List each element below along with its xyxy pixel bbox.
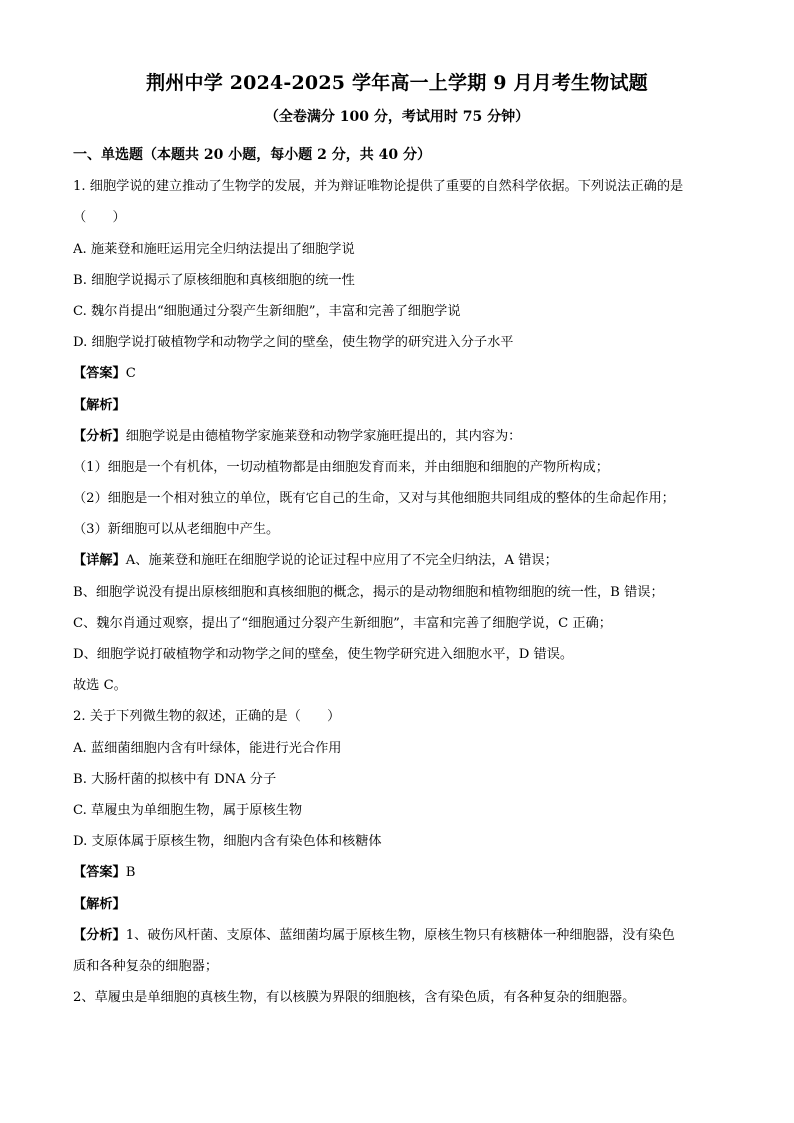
analysis-line — [73, 608, 733, 639]
option-d: D. 支原体属于原核生物，细胞内含有染色体和核糖体 — [73, 834, 382, 850]
analysis-text: 细胞学说是由德植物学家施莱登和动物学家施旺提出的，其内容为： — [125, 428, 522, 444]
analysis-line — [73, 577, 733, 608]
analysis-subtag: 【分析】 — [73, 927, 126, 943]
analysis-line — [73, 670, 733, 701]
analysis-text: （1）细胞是一个有机体，一切动植物都是由细胞发育而来，并由细胞和细胞的产物所构成； — [73, 459, 609, 475]
analysis-text: 故选 C。 — [73, 678, 127, 694]
section-heading: 一、单选题（本题共 20 小题，每小题 2 分，共 40 分） — [73, 147, 431, 163]
option-b: B. 大肠杆菌的拟核中有 DNA 分子 — [73, 771, 277, 787]
exam-content — [73, 140, 733, 1013]
question-stem: 1. 细胞学说的建立推动了生物学的发展，并为辩证唯物论提供了重要的自然科学依据。下列说法正确的是 — [73, 179, 684, 195]
analysis-tag: 【解析】 — [73, 896, 126, 912]
answer-tag: 【答案】 — [73, 865, 126, 881]
answer-value: C — [125, 366, 136, 382]
page-title: 荆州中学 2024-2025 学年高一上学期 9 月月考生物试题 — [146, 72, 648, 94]
question-stem: 2. 关于下列微生物的叙述，正确的是（ ） — [73, 709, 341, 725]
analysis-line — [73, 514, 733, 545]
question-1 — [73, 171, 733, 701]
answer-line — [73, 857, 733, 888]
analysis-line — [73, 982, 733, 1013]
analysis-line — [73, 639, 733, 670]
option-a: A. 蓝细菌细胞内含有叶绿体，能进行光合作用 — [73, 740, 342, 756]
analysis-text: D、细胞学说打破植物学和动物学之间的壁垒，使生物学研究进入细胞水平，D 错误。 — [73, 647, 574, 662]
option-a: A. 施莱登和施旺运用完全归纳法提出了细胞学说 — [73, 241, 355, 257]
analysis-subtag: 【分析】 — [73, 428, 126, 444]
analysis-text: B、细胞学说没有提出原核细胞和真核细胞的概念，揭示的是动物细胞和植物细胞的统一性，B 错误； — [73, 584, 664, 600]
option-c: C. 魏尔肖提出“细胞通过分裂产生新细胞”，丰富和完善了细胞学说 — [73, 303, 461, 319]
option-b: B. 细胞学说揭示了原核细胞和真核细胞的统一性 — [73, 272, 355, 288]
analysis-line — [73, 951, 733, 982]
page-subtitle: （全卷满分 100 分，考试用时 75 分钟） — [264, 109, 530, 125]
detail-subtag: 【详解】 — [73, 553, 126, 569]
answer-tag: 【答案】 — [73, 366, 126, 382]
analysis-line — [73, 483, 733, 514]
analysis-line — [73, 421, 733, 452]
analysis-text: C、魏尔肖通过观察，提出了“细胞通过分裂产生新细胞”，丰富和完善了细胞学说，C 正确； — [73, 615, 612, 631]
analysis-text: A、施莱登和施旺在细胞学说的论证过程中应用了不完全归纳法，A 错误； — [125, 553, 558, 569]
analysis-line — [73, 545, 733, 576]
analysis-line — [73, 452, 733, 483]
analysis-text: （2）细胞是一个相对独立的单位，既有它自己的生命，又对与其他细胞共同组成的整体的生命起作用； — [73, 491, 675, 507]
answer-line — [73, 358, 733, 389]
analysis-tag: 【解析】 — [73, 397, 126, 413]
analysis-text: 质和各种复杂的细胞器； — [73, 958, 219, 974]
question-2 — [73, 701, 733, 1013]
analysis-text: （3）新细胞可以从老细胞中产生。 — [73, 522, 280, 538]
option-c: C. 草履虫为单细胞生物，属于原核生物 — [73, 802, 303, 818]
question-stem-bracket: （ ） — [73, 210, 126, 226]
answer-value: B — [125, 865, 136, 881]
analysis-line — [73, 920, 733, 951]
analysis-text: 1、破伤风杆菌、支原体、蓝细菌均属于原核生物，原核生物只有核糖体一种细胞器，没有染色 — [125, 927, 675, 943]
option-d: D. 细胞学说打破植物学和动物学之间的壁垒，使生物学的研究进入分子水平 — [73, 335, 514, 351]
analysis-text: 2、草履虫是单细胞的真核生物，有以核膜为界限的细胞核，含有染色质，有各种复杂的细胞器。 — [73, 990, 636, 1006]
